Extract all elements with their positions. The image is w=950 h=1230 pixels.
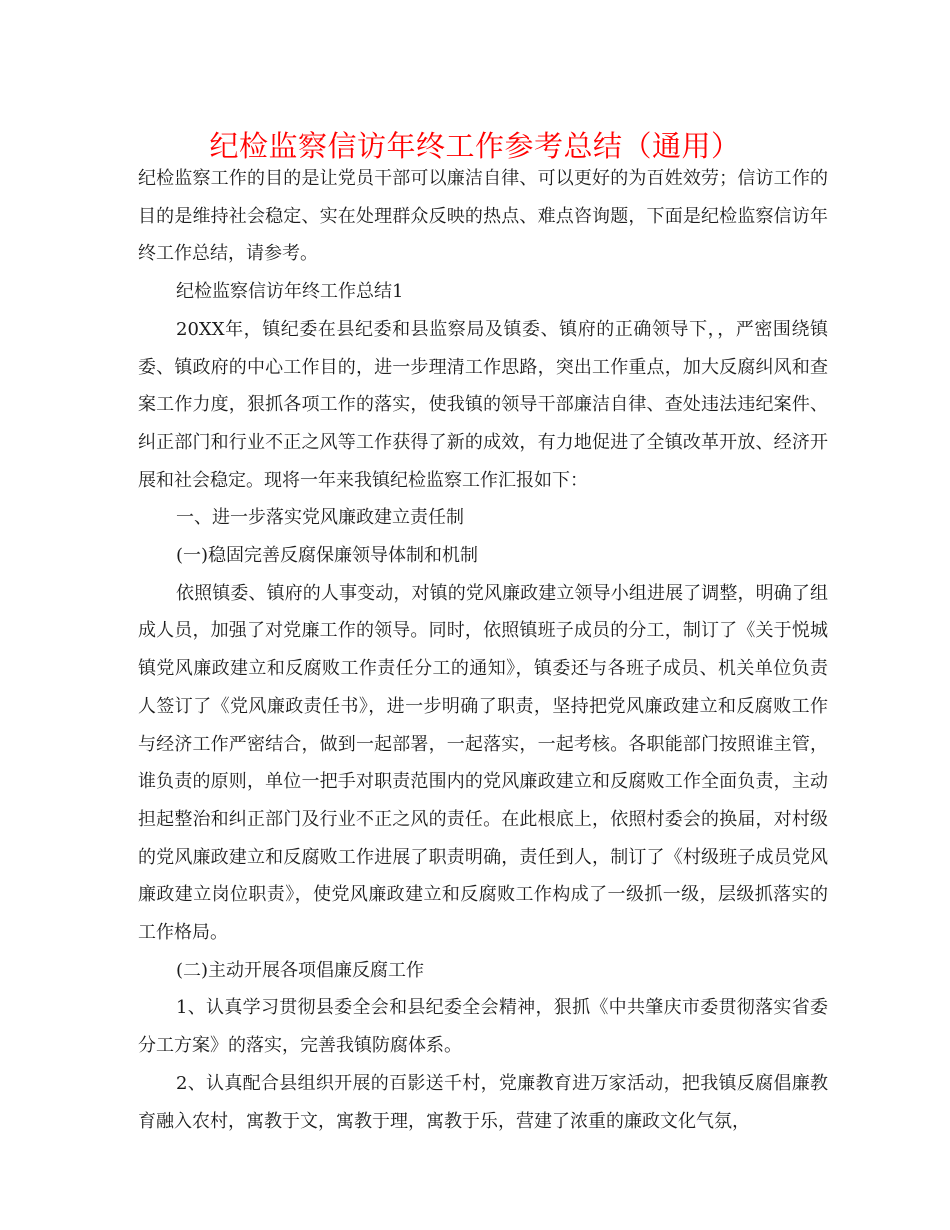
intro-paragraph: 纪检监察工作的目的是让党员干部可以廉洁自律、可以更好的为百姓效劳；信访工作的目的是维持社会稳定、实在处理群众反映的热点、难点咨询题，下面是纪检监察信访年终工作总结，请参考。 — [138, 168, 828, 265]
body-paragraph: 依照镇委、镇府的人事变动，对镇的党风廉政建立领导小组进展了调整，明确了组成人员，加强了对党廉工作的领导。同时，依照镇班子成员的分工，制订了《关于悦城镇党风廉政建立和反腐败工作责任分工的通知》，镇委还与各班子成员、机关单位负责人签订了《党风廉政责任书》，进一步明确了职责，坚持把党风廉政建立和反腐败工作与经济工作严密结合，做到一起部署，一起落实，一起考核。各职能部门按照谁主管，谁负责的原则，单位一把手对职责范围内的党风廉政建立和反腐败工作全面负责，主动担起整治和纠正部门及行业不正之风的责任。在此根底上，依照村委会的换届，对村级的党风廉政建立和反腐败工作进展了职责明确，责任到人，制订了《村级班子成员党风廉政建立岗位职责》，使党风廉政建立和反腐败工作构成了一级抓一级，层级抓落实的工作格局。 — [138, 582, 828, 944]
list-item-paragraph: 2、认真配合县组织开展的百影送千村，党廉教育进万家活动，把我镇反腐倡廉教育融入农村，寓教于文，寓教于理，寓教于乐，营建了浓重的廉政文化气氛， — [138, 1072, 828, 1132]
list-item-paragraph: 1、认真学习贯彻县委全会和县纪委全会精神，狠抓《中共肇庆市委贯彻落实省委分工方案》的落实，完善我镇防腐体系。 — [138, 997, 828, 1057]
section-heading-summary-1: 纪检监察信访年终工作总结1 — [176, 281, 404, 303]
subsection-heading: (一)稳固完善反腐保廉领导体制和机制 — [176, 545, 479, 567]
document-title: 纪检监察信访年终工作参考总结（通用） — [209, 129, 741, 163]
body-paragraph: 20XX年，镇纪委在县纪委和县监察局及镇委、镇府的正确领导下，，严密围绕镇委、镇政府的中心工作目的，进一步理清工作思路，突出工作重点，加大反腐纠风和查案工作力度，狠抓各项工作的落实，使我镇的领导干部廉洁自律、查处违法违纪案件、纠正部门和行业不正之风等工作获得了新的成效，有力地促进了全镇改革开放、经济开展和社会稳定。现将一年来我镇纪检监察工作汇报如下： — [138, 318, 828, 491]
subsection-heading: (二)主动开展各项倡廉反腐工作 — [176, 959, 425, 981]
document-body — [138, 160, 828, 1140]
section-heading: 一、进一步落实党风廉政建立责任制 — [176, 507, 464, 529]
